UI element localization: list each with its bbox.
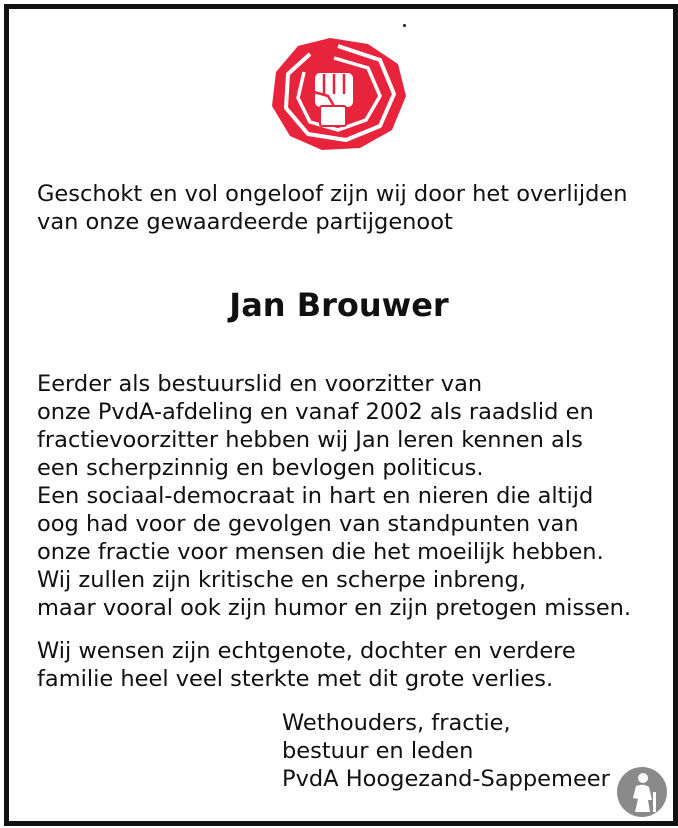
print-speck [403, 24, 406, 27]
condolence-line: familie heel veel sterkte met dit grote verlies. [37, 666, 554, 692]
pvda-rose-logo-icon [268, 34, 408, 152]
intro-text [37, 180, 628, 236]
tribute-line: een scherpzinnig en bevlogen politicus. [37, 455, 484, 481]
tribute-line: oog had voor de gevolgen van standpunten van [37, 511, 579, 537]
tribute-text [37, 370, 631, 622]
signature-line: Wethouders, fractie, [282, 710, 511, 736]
tribute-line: Eerder als bestuurslid en voorzitter van [37, 371, 483, 397]
tribute-line: Een sociaal-democraat in hart en nieren die altijd [37, 483, 594, 509]
condolence-line: Wij wensen zijn echtgenote, dochter en verdere [37, 638, 576, 664]
tribute-line: maar vooral ook zijn humor en zijn pretogen missen. [37, 595, 632, 621]
signature-line: bestuur en leden [282, 738, 474, 764]
condolence-text [37, 637, 576, 693]
deceased-name: Jan Brouwer [229, 286, 449, 324]
tribute-line: onze fractie voor mensen die het moeilijk hebben. [37, 539, 604, 565]
tribute-line: Wij zullen zijn kritische en scherpe inbreng, [37, 567, 526, 593]
intro-line: Geschokt en vol ongeloof zijn wij door het overlijden [37, 181, 628, 207]
tribute-line: onze PvdA-afdeling en vanaf 2002 als raadslid en [37, 399, 594, 425]
intro-line: van onze gewaardeerde partijgenoot [37, 209, 453, 235]
signature-block [282, 709, 610, 793]
mourning-figure-icon [616, 766, 668, 818]
signature-line: PvdA Hoogezand-Sappemeer [282, 766, 610, 792]
tribute-line: fractievoorzitter hebben wij Jan leren kennen als [37, 427, 583, 453]
